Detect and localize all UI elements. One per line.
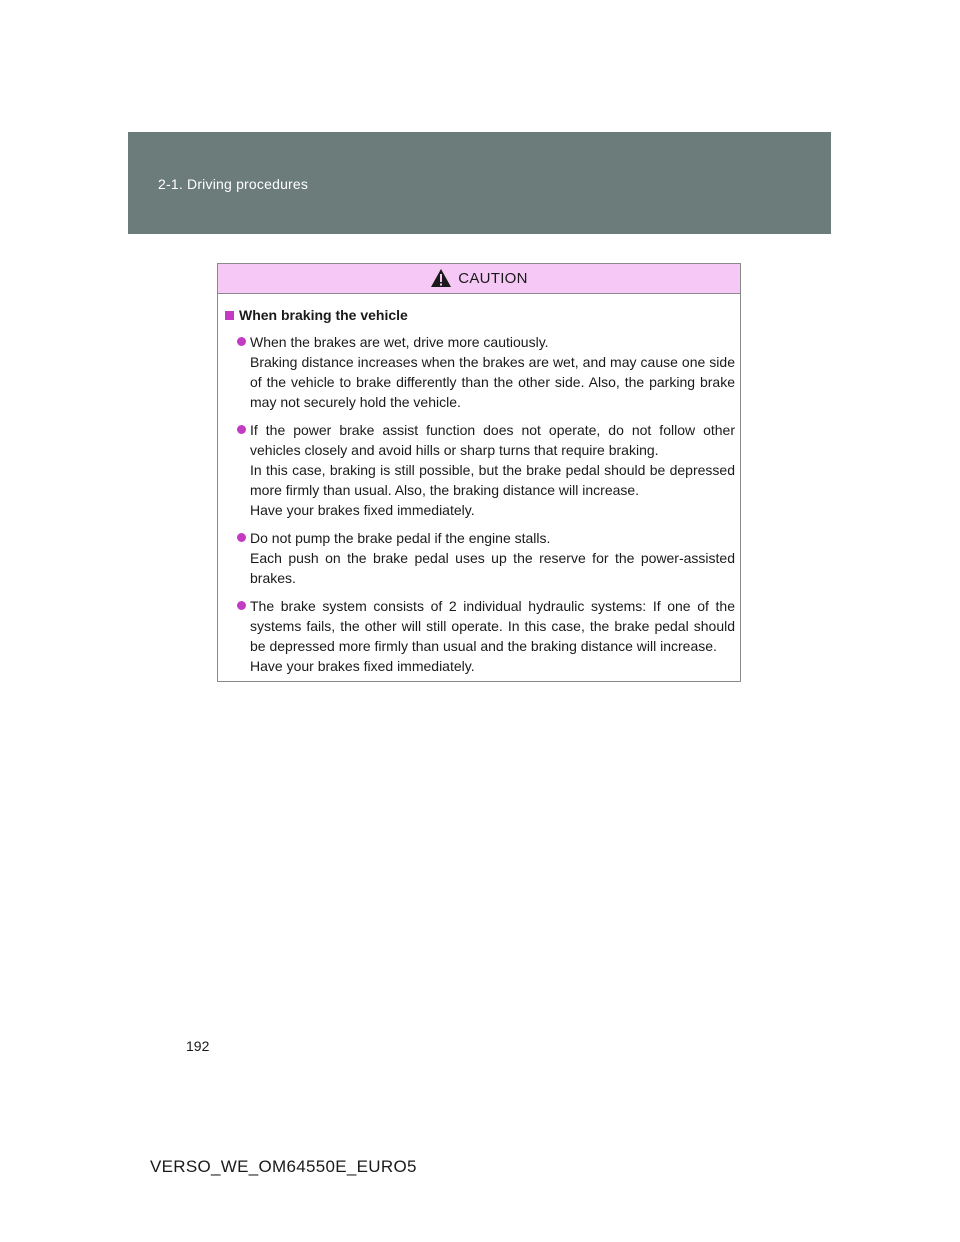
page-header	[128, 132, 831, 234]
list-item	[225, 332, 735, 412]
item-line: Do not pump the brake pedal if the engine stalls.	[250, 530, 551, 546]
item-line: Have your brakes fixed immediately.	[250, 502, 475, 518]
item-line: Braking distance increases when the brakes are wet, and may cause one side of the vehicle to brake differently than the other side. Also, the parking brake may not securely hold the vehicle.	[250, 354, 735, 410]
list-item	[225, 528, 735, 588]
round-bullet-icon	[237, 601, 246, 610]
page-number: 192	[186, 1038, 210, 1054]
caution-heading-text: When braking the vehicle	[239, 307, 408, 323]
item-line: If the power brake assist function does not operate, do not follow other vehicles closely and avoid hills or sharp turns that require braking.	[250, 422, 735, 458]
round-bullet-icon	[237, 337, 246, 346]
item-line: The brake system consists of 2 individual hydraulic systems: If one of the systems fails, the other will still operate. In this case, the brake pedal should be depressed more firmly than usual and the braking distance will increase.	[250, 598, 735, 654]
item-line: In this case, braking is still possible, but the brake pedal should be depressed more firmly than usual. Also, the braking distance will increase.	[250, 462, 735, 498]
caution-box	[217, 263, 741, 682]
square-bullet-icon	[225, 311, 234, 320]
list-item	[225, 420, 735, 520]
caution-title: CAUTION	[458, 270, 528, 287]
round-bullet-icon	[237, 425, 246, 434]
caution-list	[225, 332, 735, 676]
item-line: Have your brakes fixed immediately.	[250, 658, 475, 674]
caution-content	[218, 294, 740, 676]
list-item	[225, 596, 735, 676]
round-bullet-icon	[237, 533, 246, 542]
item-line: When the brakes are wet, drive more cautiously.	[250, 334, 549, 350]
warning-triangle-icon	[430, 268, 452, 288]
document-code: VERSO_WE_OM64550E_EURO5	[150, 1157, 417, 1176]
item-line: Each push on the brake pedal uses up the reserve for the power-assisted brakes.	[250, 550, 735, 586]
section-title: 2-1. Driving procedures	[158, 176, 309, 192]
caution-title-bar	[218, 264, 740, 294]
caution-heading	[225, 306, 735, 324]
